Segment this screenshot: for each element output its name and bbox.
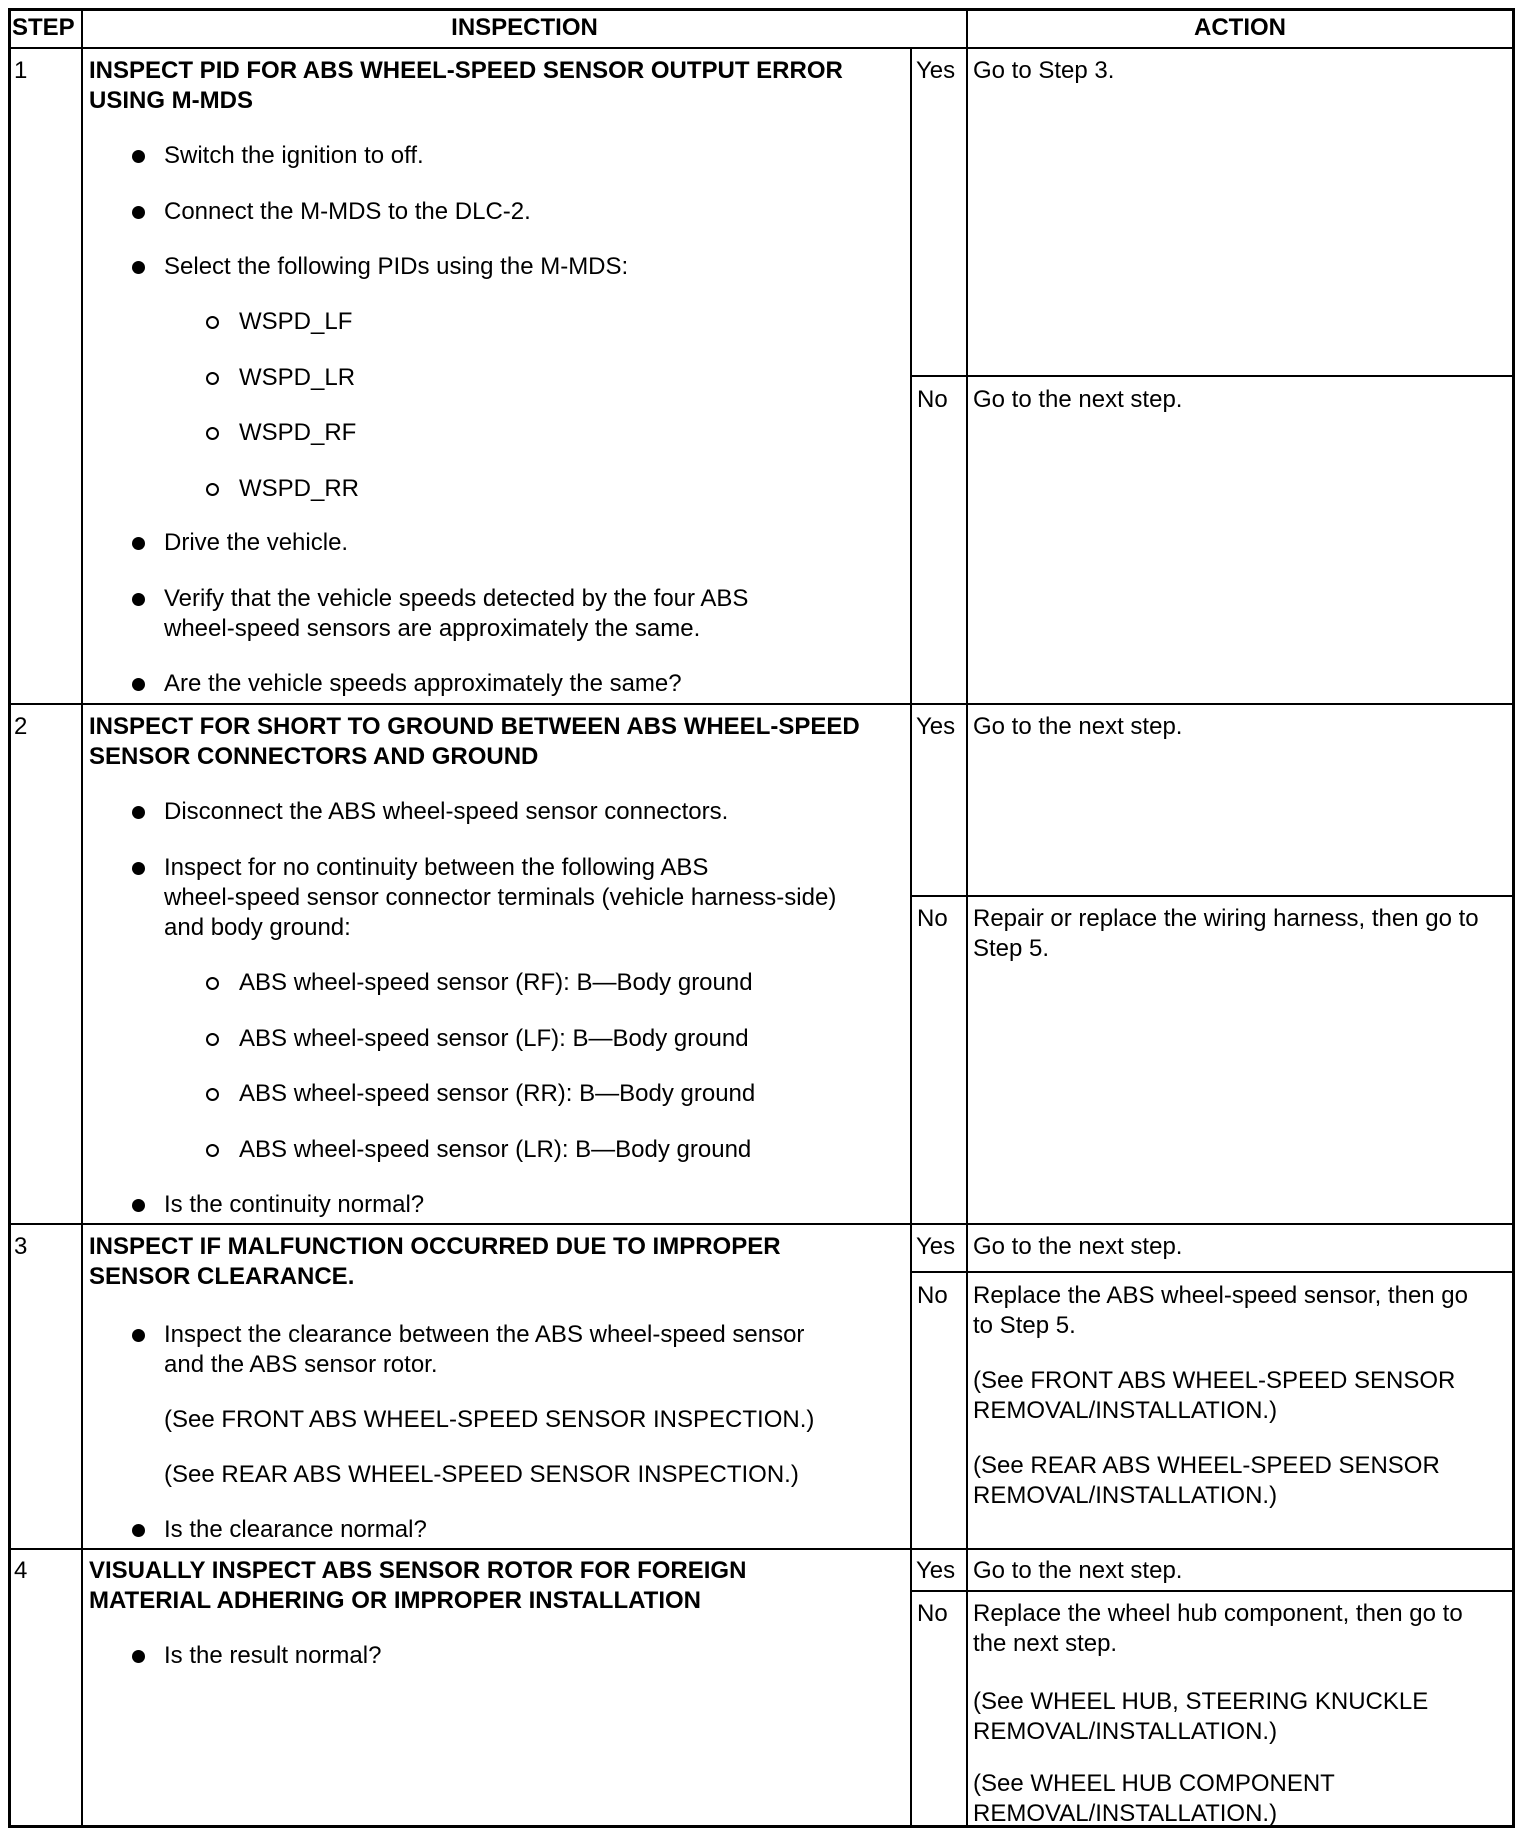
yes-label: Yes <box>916 713 956 740</box>
yes-label: Yes <box>916 57 956 84</box>
step-number: 1 <box>14 57 28 84</box>
step-number: 2 <box>14 713 28 740</box>
no-action: Repair or replace the wiring harness, then go to <box>973 905 1479 932</box>
col-divider-action <box>966 8 968 1828</box>
bullet-icon <box>132 537 145 550</box>
bullet-icon <box>132 593 145 606</box>
bullet-icon <box>132 206 145 219</box>
yes-action: Go to the next step. <box>973 1233 1183 1260</box>
no-label: No <box>917 386 948 413</box>
sub-bullet-text: ABS wheel-speed sensor (RR): B—Body ground <box>239 1080 756 1107</box>
no-reference: REMOVAL/INSTALLATION.) <box>973 1482 1278 1509</box>
sub-bullet-text: WSPD_RR <box>239 475 360 502</box>
yes-action: Go to the next step. <box>973 1557 1183 1584</box>
bullet-icon <box>132 150 145 163</box>
bullet-text: wheel-speed sensor connector terminals (vehicle harness-side) <box>164 884 837 911</box>
table-border-left <box>8 8 11 1828</box>
bullet-text: Verify that the vehicle speeds detected by the four ABS <box>164 585 749 612</box>
no-action: Replace the ABS wheel-speed sensor, then go <box>973 1282 1468 1309</box>
sub-bullet-text: ABS wheel-speed sensor (LR): B—Body ground <box>239 1136 752 1163</box>
no-label: No <box>917 1600 948 1627</box>
no-label: No <box>917 905 948 932</box>
sub-bullet-icon <box>206 483 219 496</box>
no-reference: (See WHEEL HUB COMPONENT <box>973 1770 1335 1797</box>
step-title: INSPECT IF MALFUNCTION OCCURRED DUE TO IMPROPER <box>89 1233 781 1260</box>
step-title: INSPECT PID FOR ABS WHEEL-SPEED SENSOR OUTPUT ERROR <box>89 57 843 84</box>
yes-label: Yes <box>916 1233 956 1260</box>
yes-label: Yes <box>916 1557 956 1584</box>
yes-action: Go to the next step. <box>973 713 1183 740</box>
bullet-text: Is the clearance normal? <box>164 1516 427 1543</box>
bullet-text: Is the continuity normal? <box>164 1191 425 1218</box>
no-action: Replace the wheel hub component, then go to <box>973 1600 1463 1627</box>
bullet-icon <box>132 1199 145 1212</box>
header-inspection: INSPECTION <box>451 14 598 41</box>
step-title: INSPECT FOR SHORT TO GROUND BETWEEN ABS WHEEL-SPEED <box>89 713 860 740</box>
table-border-bottom <box>8 1825 1514 1828</box>
sub-bullet-icon <box>206 1144 219 1157</box>
bullet-icon <box>132 1650 145 1663</box>
row-divider-3 <box>8 1548 1514 1550</box>
sub-bullet-icon <box>206 316 219 329</box>
bullet-text: and the ABS sensor rotor. <box>164 1351 438 1378</box>
sub-bullet-icon <box>206 372 219 385</box>
bullet-text: Connect the M-MDS to the DLC-2. <box>164 198 531 225</box>
bullet-icon <box>132 806 145 819</box>
sub-bullet-text: ABS wheel-speed sensor (LF): B—Body ground <box>239 1025 749 1052</box>
col-divider-step <box>81 8 83 1828</box>
subrow-divider-1 <box>910 375 1514 377</box>
no-label: No <box>917 1282 948 1309</box>
reference-note: (See REAR ABS WHEEL-SPEED SENSOR INSPECTION.) <box>164 1461 799 1488</box>
bullet-icon <box>132 1329 145 1342</box>
subrow-divider-3 <box>910 1271 1514 1273</box>
sub-bullet-text: WSPD_LF <box>239 308 353 335</box>
step-title: VISUALLY INSPECT ABS SENSOR ROTOR FOR FOREIGN <box>89 1557 747 1584</box>
bullet-icon <box>132 862 145 875</box>
header-action: ACTION <box>1194 14 1286 41</box>
no-reference: REMOVAL/INSTALLATION.) <box>973 1800 1278 1827</box>
no-reference: (See REAR ABS WHEEL-SPEED SENSOR <box>973 1452 1440 1479</box>
sub-bullet-icon <box>206 427 219 440</box>
step-number: 4 <box>14 1557 28 1584</box>
reference-note: (See FRONT ABS WHEEL-SPEED SENSOR INSPECTION.) <box>164 1406 815 1433</box>
bullet-icon <box>132 678 145 691</box>
bullet-text: Inspect the clearance between the ABS wheel-speed sensor <box>164 1321 805 1348</box>
bullet-text: Is the result normal? <box>164 1642 382 1669</box>
bullet-text: Select the following PIDs using the M-MDS: <box>164 253 629 280</box>
table-border-right <box>1512 8 1515 1828</box>
step-number: 3 <box>14 1233 28 1260</box>
bullet-text: and body ground: <box>164 914 351 941</box>
bullet-text: Drive the vehicle. <box>164 529 349 556</box>
sub-bullet-icon <box>206 977 219 990</box>
no-reference: REMOVAL/INSTALLATION.) <box>973 1397 1278 1424</box>
table-border-top <box>8 8 1514 11</box>
no-reference: REMOVAL/INSTALLATION.) <box>973 1718 1278 1745</box>
no-action: the next step. <box>973 1630 1118 1657</box>
bullet-text: wheel-speed sensors are approximately the same. <box>164 615 701 642</box>
sub-bullet-text: WSPD_RF <box>239 419 357 446</box>
bullet-text: Inspect for no continuity between the following ABS <box>164 854 709 881</box>
no-reference: (See FRONT ABS WHEEL-SPEED SENSOR <box>973 1367 1456 1394</box>
subrow-divider-4 <box>910 1590 1514 1592</box>
bullet-text: Are the vehicle speeds approximately the same? <box>164 670 682 697</box>
sub-bullet-icon <box>206 1088 219 1101</box>
bullet-icon <box>132 261 145 274</box>
step-title: MATERIAL ADHERING OR IMPROPER INSTALLATION <box>89 1587 701 1614</box>
no-action: Step 5. <box>973 935 1050 962</box>
header-step: STEP <box>12 14 75 41</box>
row-divider-1 <box>8 703 1514 705</box>
no-action: Go to the next step. <box>973 386 1183 413</box>
col-divider-yesno <box>910 48 912 1828</box>
sub-bullet-icon <box>206 1033 219 1046</box>
bullet-text: Switch the ignition to off. <box>164 142 424 169</box>
yes-action: Go to Step 3. <box>973 57 1115 84</box>
step-title: SENSOR CONNECTORS AND GROUND <box>89 743 539 770</box>
step-title: SENSOR CLEARANCE. <box>89 1263 355 1290</box>
subrow-divider-2 <box>910 895 1514 897</box>
sub-bullet-text: WSPD_LR <box>239 364 356 391</box>
sub-bullet-text: ABS wheel-speed sensor (RF): B—Body ground <box>239 969 753 996</box>
row-divider-header <box>8 47 1514 49</box>
step-title: USING M-MDS <box>89 87 253 114</box>
bullet-text: Disconnect the ABS wheel-speed sensor connectors. <box>164 798 729 825</box>
no-reference: (See WHEEL HUB, STEERING KNUCKLE <box>973 1688 1429 1715</box>
bullet-icon <box>132 1524 145 1537</box>
row-divider-2 <box>8 1223 1514 1225</box>
no-action: to Step 5. <box>973 1312 1076 1339</box>
